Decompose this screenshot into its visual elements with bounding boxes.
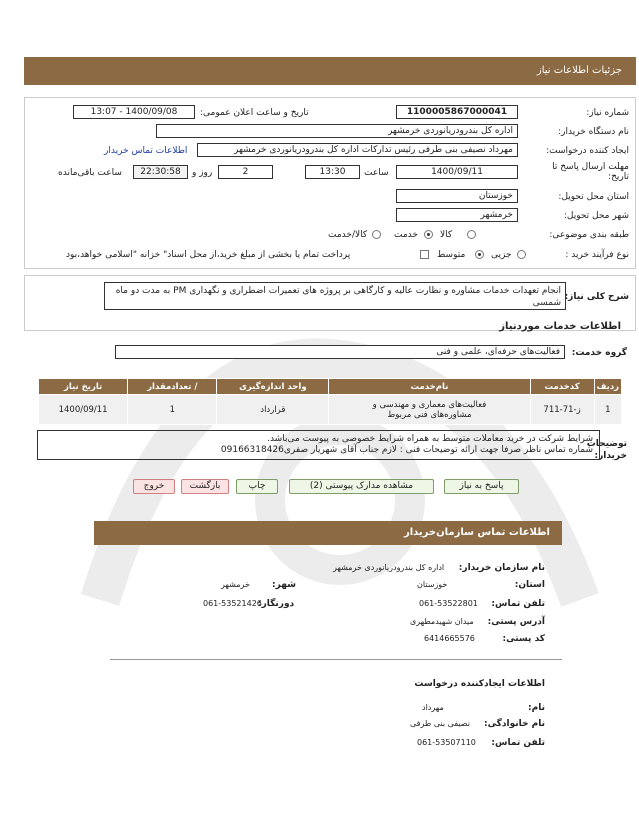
buyer-notes-box	[37, 430, 600, 460]
row-name: فعالیت‌های معماری و مهندسی و مشاوره‌های فنی مربوط	[329, 395, 530, 425]
page-header	[24, 57, 636, 85]
summary-text: انجام تعهدات خدمات مشاوره و نظارت عالیه و کارگاهی بر پروژه های تعمیرات اضطراری و نگهداری PM به مدت دو ماه شمسی	[104, 282, 566, 310]
summary-label: شرح کلی نیاز:	[564, 292, 629, 302]
back-button[interactable]: بازگشت	[181, 479, 229, 494]
contact-phone-value: 061-53522801	[419, 599, 478, 608]
contact-fax-value: 061-53521426	[203, 599, 262, 608]
payment-checkbox[interactable]	[420, 250, 429, 259]
buyer-notes-line2: شماره تماس ناظر صرفا جهت ارائه توضیحات فنی : لازم جناب آقای شهریار صفری09166318426	[220, 445, 593, 455]
day-label: روز و	[192, 168, 213, 178]
creator-phone-label: تلفن تماس:	[491, 738, 545, 748]
col-index: ردیف	[594, 379, 621, 395]
remaining-label: ساعت باقی‌مانده	[58, 168, 122, 178]
contact-header	[94, 521, 562, 545]
services-table	[38, 378, 622, 425]
col-code: کدخدمت	[530, 379, 594, 395]
creator-name-value: مهرداد	[422, 703, 444, 712]
contact-postal-label: کد پستی:	[502, 634, 545, 644]
payment-note: پرداخت تمام یا بخشی از مبلغ خرید،از محل اسناد" خزانه "اسلامی خواهد،بود	[66, 250, 351, 260]
category-label: طبقه بندی موضوعی:	[549, 230, 629, 240]
creator-family-value: نصیفی بنی طرفی	[410, 719, 470, 728]
deadline-label	[539, 162, 629, 182]
contact-org-label: نام سازمان خریدار:	[458, 563, 545, 573]
print-button[interactable]: چاپ	[236, 479, 278, 494]
contact-divider	[110, 659, 562, 660]
contact-fax-label: دورنگار:	[258, 599, 295, 609]
remaining-time-field: 22:30:58	[133, 165, 188, 179]
category-service-label: خدمت	[394, 230, 418, 240]
category-both-label: کالا/خدمت	[328, 230, 368, 240]
process-minor-label: جزیی	[491, 250, 512, 260]
day-count-field: 2	[218, 165, 273, 179]
process-label: نوع فرآیند خرید :	[565, 250, 629, 260]
contact-city-label: شهر:	[272, 580, 296, 590]
creator-phone-value: 061-53507110	[417, 738, 476, 747]
category-both-radio[interactable]	[372, 230, 381, 239]
col-unit: واحد اندازه‌گیری	[217, 379, 329, 395]
row-code: ز-71-711	[530, 395, 594, 425]
row-index: 1	[594, 395, 621, 425]
services-table-header	[39, 379, 622, 395]
city-field: خرمشهر	[396, 208, 518, 222]
category-goods-radio[interactable]	[467, 230, 476, 239]
buyer-label: نام دستگاه خریدار:	[558, 127, 629, 137]
deadline-time-label: ساعت	[364, 168, 389, 178]
creator-info-title: اطلاعات ایجادکننده درخواست	[414, 679, 545, 689]
contact-address-label: آدرس پستی:	[487, 617, 545, 627]
need-info-section	[24, 97, 636, 269]
col-date: تاریخ نیاز	[39, 379, 128, 395]
need-number-field: 1100005867000041	[396, 105, 518, 119]
contact-city-value: خرمشهر	[221, 580, 250, 589]
reply-button[interactable]: پاسخ به نیاز	[444, 479, 519, 494]
province-field: خوزستان	[396, 189, 518, 203]
process-minor-radio[interactable]	[517, 250, 526, 259]
col-name: نام‌خدمت	[329, 379, 530, 395]
row-date: 1400/09/11	[39, 395, 128, 425]
deadline-time-field: 13:30	[305, 165, 360, 179]
contact-postal-value: 6414665576	[424, 634, 475, 643]
col-qty: / تعدادمقدار	[128, 379, 217, 395]
contact-province-label: استان:	[514, 580, 545, 590]
table-row	[39, 395, 622, 425]
category-service-radio[interactable]	[424, 230, 433, 239]
province-label: استان محل تحویل:	[558, 192, 629, 202]
exit-button[interactable]: خروج	[133, 479, 175, 494]
contact-address-value: میدان شهیدمطهری	[410, 617, 474, 626]
buyer-notes-label: توضیحات خریدار:	[586, 439, 627, 461]
page-header-title: جزئیات اطلاعات نیاز	[536, 65, 622, 76]
process-medium-label: متوسط	[437, 250, 466, 260]
category-goods-label: کالا	[440, 230, 453, 240]
contact-org-value: اداره کل بندرودریانوردی خرمشهر	[333, 563, 445, 572]
contact-header-title: اطلاعات تماس سازمان‌خریدار	[403, 527, 550, 538]
service-group-label: گروه خدمت:	[571, 348, 627, 358]
services-title: اطلاعات خدمات موردنیاز	[499, 321, 621, 332]
buyer-notes-line1: شرایط شرکت در خرید معاملات متوسط به همراه شرایط خصوصی به پیوست می‌باشد.	[267, 434, 593, 444]
row-unit: قرارداد	[217, 395, 329, 425]
attachments-button[interactable]: مشاهده مدارک پیوستی (2)	[289, 479, 434, 494]
deadline-label-text: مهلت ارسال پاسخ تا تاریخ:	[552, 162, 629, 182]
creator-label: ایجاد کننده درخواست:	[546, 146, 629, 156]
buyer-contact-link[interactable]: اطلاعات تماس خریدار	[104, 146, 188, 156]
creator-field: مهرداد نصیفی بنی طرفی رئیس تدارکات اداره کل بندرودریانوردی خرمشهر	[197, 143, 518, 157]
service-group-field: فعالیت‌های حرفه‌ای، علمی و فنی	[115, 345, 565, 359]
deadline-date-field: 1400/09/11	[396, 165, 518, 179]
row-qty: 1	[128, 395, 217, 425]
announce-date-field: 1400/09/08 - 13:07	[73, 105, 195, 119]
contact-phone-label: تلفن تماس:	[491, 599, 545, 609]
need-number-label: شماره نیاز:	[586, 108, 629, 118]
process-medium-radio[interactable]	[475, 250, 484, 259]
contact-province-value: خوزستان	[417, 580, 448, 589]
announce-date-label: تاریخ و ساعت اعلان عمومی:	[200, 108, 309, 118]
buyer-field: اداره کل بندرودریانوردی خرمشهر	[156, 124, 518, 138]
creator-name-label: نام:	[528, 703, 545, 713]
creator-family-label: نام خانوادگی:	[483, 719, 545, 729]
city-label: شهر محل تحویل:	[563, 211, 629, 221]
